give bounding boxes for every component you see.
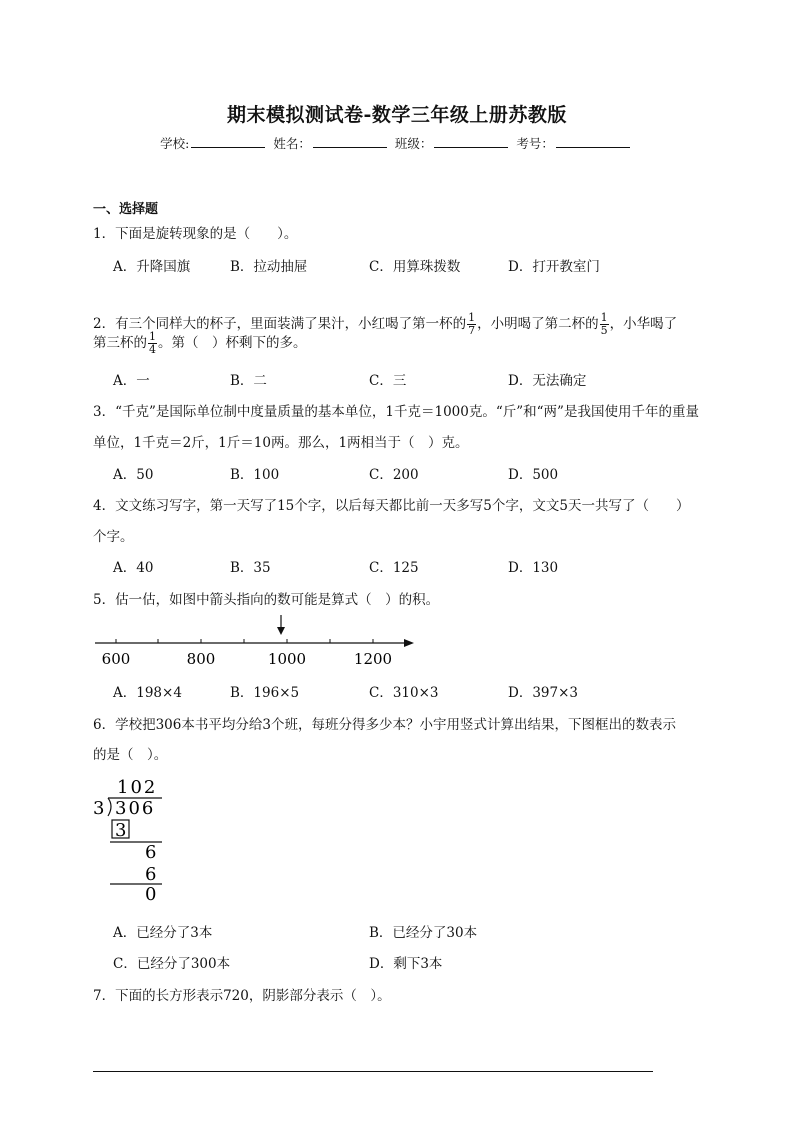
q2-text-c: ，小华喝了 — [609, 316, 678, 332]
q4-option-a[interactable]: A．40 — [113, 560, 154, 576]
fraction-one-fourth: $\frac{1}{4}$ — [149, 330, 156, 356]
step-digit-2: 6 — [145, 864, 159, 885]
q2-text-b: ，小明喝了第二杯的 — [477, 316, 599, 332]
step-digit-1: 6 — [145, 842, 159, 863]
q5-option-d[interactable]: D．397×3 — [508, 685, 578, 701]
q1-option-a[interactable]: A．升降国旗 — [113, 259, 191, 275]
question-4-line-2: 个字。 — [93, 529, 134, 545]
class-blank[interactable] — [434, 135, 508, 148]
q5-option-b[interactable]: B．196×5 — [230, 685, 300, 701]
q6-option-d[interactable]: D．剩下3本 — [369, 956, 443, 972]
pointer-arrowhead — [277, 627, 285, 635]
q3-option-d[interactable]: D．500 — [508, 467, 559, 483]
quotient: 102 — [117, 777, 158, 798]
q5-option-a[interactable]: A．198×4 — [113, 685, 182, 701]
q6-option-b[interactable]: B．已经分了30本 — [369, 925, 478, 941]
q2-option-c[interactable]: C．三 — [369, 373, 407, 389]
division-bracket — [108, 798, 111, 816]
q2-option-a[interactable]: A．一 — [113, 373, 150, 389]
student-info-row — [0, 134, 794, 152]
tick-label-600: 600 — [101, 650, 131, 668]
q2-option-b[interactable]: B．二 — [230, 373, 267, 389]
q2-text-a: 2．有三个同样大的杯子，里面装满了果汁，小红喝了第一杯的 — [93, 316, 467, 332]
number-line — [90, 612, 420, 672]
exam-number-blank[interactable] — [556, 135, 630, 148]
question-2-line-2 — [93, 331, 307, 356]
q4-option-b[interactable]: B．35 — [230, 560, 271, 576]
question-3-line-1: 3．“千克”是国际单位制中度量质量的基本单位，1千克＝1000克。“斤”和“两”是我国使用千年的重量 — [93, 404, 699, 420]
question-5: 5．估一估，如图中箭头指向的数可能是算式（ ）的积。 — [93, 592, 440, 608]
footer-divider — [93, 1071, 653, 1072]
school-label: 学校: — [160, 136, 190, 151]
q2-option-d[interactable]: D．无法确定 — [508, 373, 587, 389]
number-line-arrowhead — [404, 639, 414, 647]
question-7: 7．下面的长方形表示720，阴影部分表示（ ）。 — [93, 988, 391, 1004]
q4-option-d[interactable]: D．130 — [508, 560, 559, 576]
tick-label-1200: 1200 — [353, 650, 393, 668]
question-6-line-1: 6．学校把306本书平均分给3个班，每班分得多少本？小宇用竖式计算出结果，下图框出的数表示 — [93, 717, 676, 733]
question-1: 1．下面是旋转现象的是（ ）。 — [93, 226, 298, 242]
q3-option-b[interactable]: B．100 — [230, 467, 280, 483]
name-label: 姓名： — [273, 136, 311, 151]
tick-label-1000: 1000 — [267, 650, 307, 668]
q2-text-e: 。第（ ）杯剩下的多。 — [158, 335, 307, 351]
class-label: 班级： — [394, 136, 433, 151]
exam-number-label: 考号： — [516, 136, 554, 151]
q6-option-a[interactable]: A．已经分了3本 — [113, 925, 213, 941]
remainder: 0 — [145, 884, 159, 904]
q4-option-c[interactable]: C．125 — [369, 560, 419, 576]
page-title: 期末模拟测试卷-数学三年级上册苏教版 — [227, 104, 567, 126]
question-6-line-2: 的是（ ）。 — [93, 747, 168, 763]
q3-option-a[interactable]: A．50 — [113, 467, 154, 483]
school-blank[interactable] — [191, 135, 265, 148]
question-3-line-2: 单位，1千克＝2斤，1斤＝10两。那么，1两相当于（ ）克。 — [93, 435, 469, 451]
fraction-one-fifth: $\frac{1}{5}$ — [600, 311, 608, 337]
fraction-one-seventh: $\frac{1}{7}$ — [468, 311, 476, 337]
q6-option-c[interactable]: C．已经分了300本 — [113, 956, 231, 972]
q2-text-d: 第三杯的 — [93, 335, 147, 351]
q1-option-b[interactable]: B．拉动抽屉 — [230, 259, 308, 275]
q1-option-c[interactable]: C．用算珠拨数 — [369, 259, 461, 275]
dividend: 306 — [115, 798, 156, 819]
question-4-line-1: 4．文文练习写字，第一天写了15个字，以后每天都比前一天多写5个字，文文5天一共写了（ ） — [93, 498, 690, 514]
long-division — [90, 774, 180, 904]
tick-label-800: 800 — [186, 650, 216, 668]
section-heading: 一、选择题 — [93, 202, 159, 217]
q5-option-c[interactable]: C．310×3 — [369, 685, 439, 701]
q3-option-c[interactable]: C．200 — [369, 467, 419, 483]
divisor: 3 — [93, 798, 107, 819]
name-blank[interactable] — [313, 135, 387, 148]
boxed-digit: 3 — [115, 820, 129, 841]
q1-option-d[interactable]: D．打开教室门 — [508, 259, 600, 275]
